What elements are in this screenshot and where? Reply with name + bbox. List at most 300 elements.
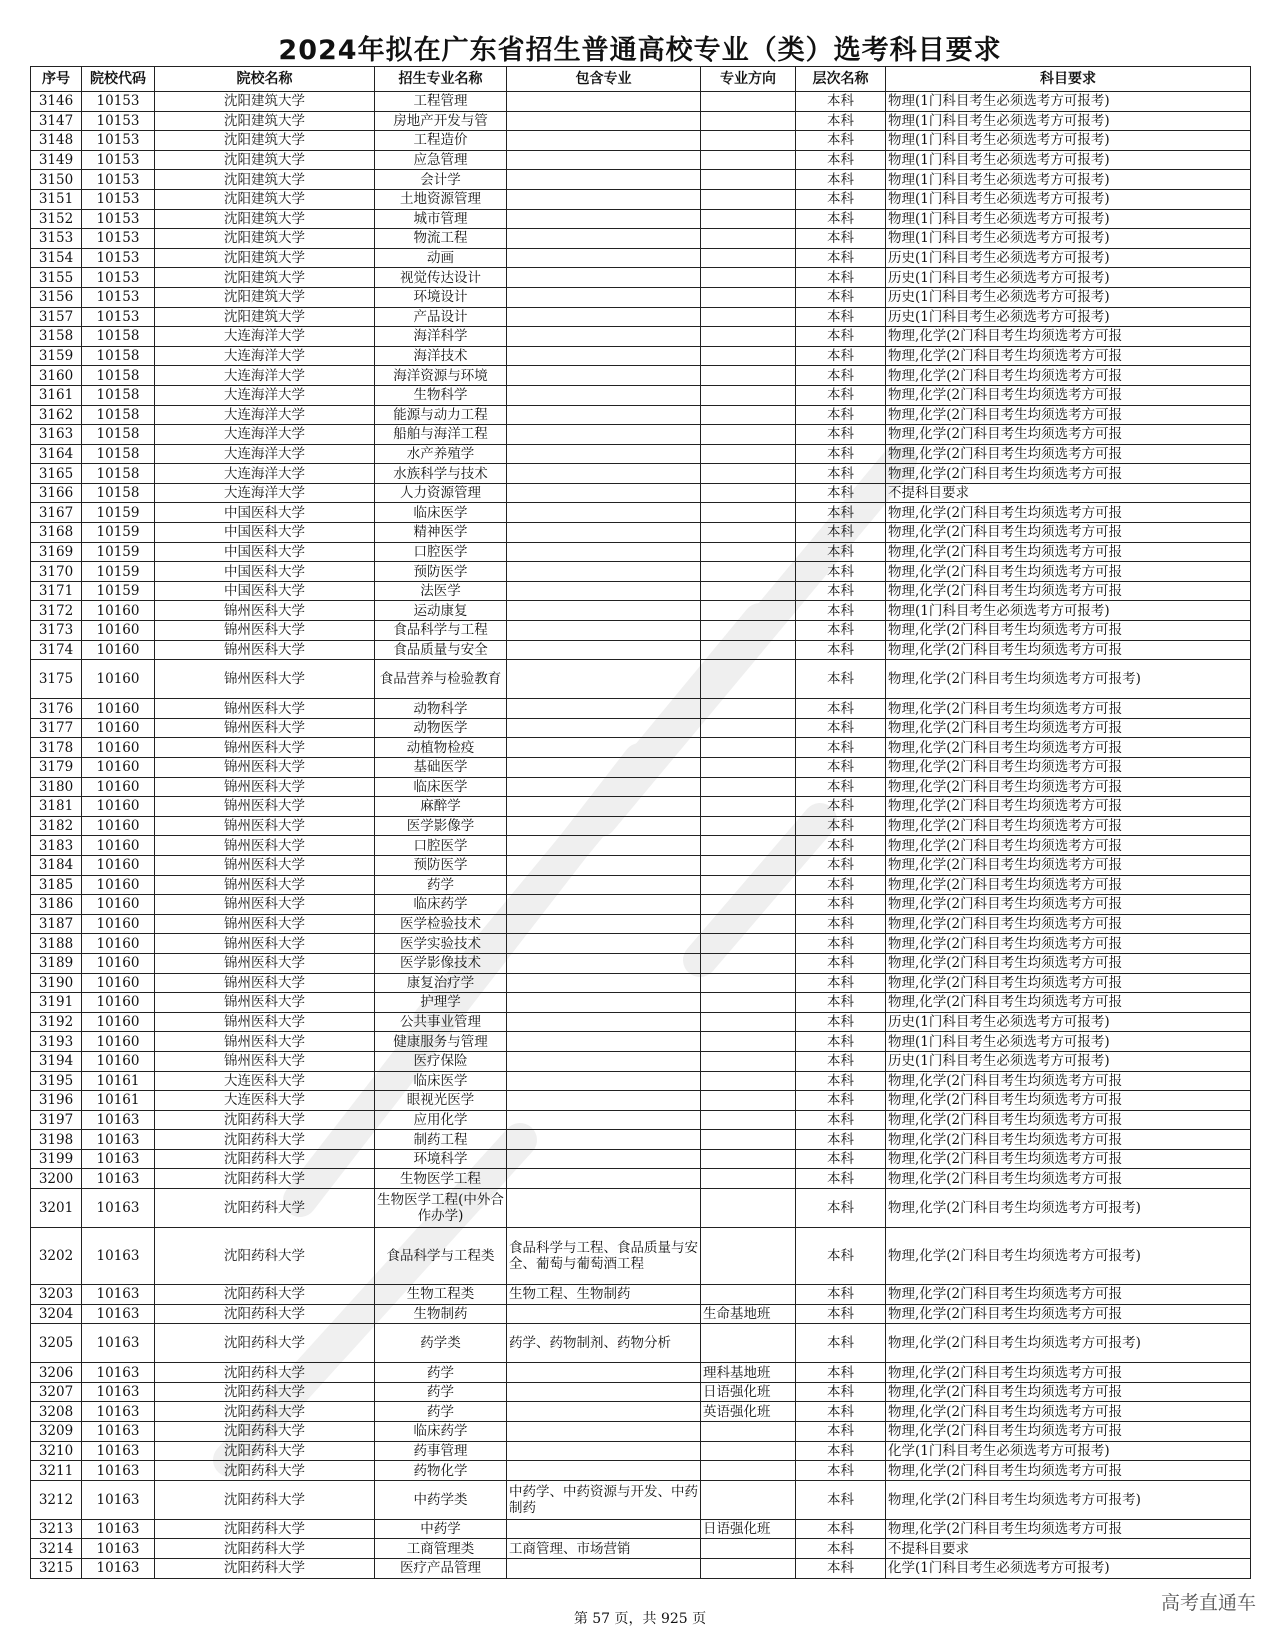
table-row <box>31 738 1251 758</box>
cell-major-name: 中药学 <box>375 1519 507 1539</box>
cell-included-majors <box>507 777 701 797</box>
cell-serial: 3153 <box>31 229 82 249</box>
table-row <box>31 444 1251 464</box>
cell-school-name: 大连海洋大学 <box>155 385 375 405</box>
cell-serial: 3172 <box>31 601 82 621</box>
cell-included-majors <box>507 405 701 425</box>
cell-school-name: 沈阳药科大学 <box>155 1539 375 1559</box>
cell-level: 本科 <box>796 1363 886 1383</box>
cell-included-majors <box>507 209 701 229</box>
table-row <box>31 1285 1251 1305</box>
cell-school-code: 10153 <box>82 268 155 288</box>
cell-major-name: 生物医学工程 <box>375 1169 507 1189</box>
cell-school-code: 10161 <box>82 1091 155 1111</box>
cell-included-majors <box>507 836 701 856</box>
cell-major-name: 口腔医学 <box>375 836 507 856</box>
cell-serial: 3149 <box>31 150 82 170</box>
cell-serial: 3155 <box>31 268 82 288</box>
cell-school-name: 沈阳药科大学 <box>155 1422 375 1442</box>
table-row <box>31 287 1251 307</box>
cell-serial: 3169 <box>31 542 82 562</box>
cell-major-name: 食品营养与检验教育 <box>375 660 507 699</box>
cell-school-name: 沈阳药科大学 <box>155 1169 375 1189</box>
cell-subject-req: 物理(1门科目考生必须选考方可报考) <box>886 92 1251 112</box>
cell-major-name: 公共事业管理 <box>375 1012 507 1032</box>
cell-direction <box>701 1071 796 1091</box>
cell-direction: 日语强化班 <box>701 1382 796 1402</box>
cell-subject-req: 物理,化学(2门科目考生均须选考方可报 <box>886 1519 1251 1539</box>
cell-major-name: 动植物检疫 <box>375 738 507 758</box>
cell-direction <box>701 1480 796 1519</box>
cell-serial: 3207 <box>31 1382 82 1402</box>
cell-subject-req: 不提科目要求 <box>886 483 1251 503</box>
cell-direction <box>701 758 796 778</box>
cell-subject-req: 物理,化学(2门科目考生均须选考方可报 <box>886 444 1251 464</box>
cell-major-name: 药物化学 <box>375 1461 507 1481</box>
cell-serial: 3204 <box>31 1304 82 1324</box>
table-row <box>31 699 1251 719</box>
cell-serial: 3208 <box>31 1402 82 1422</box>
cell-direction <box>701 855 796 875</box>
cell-direction <box>701 287 796 307</box>
cell-subject-req: 化学(1门科目考生必须选考方可报考) <box>886 1441 1251 1461</box>
cell-subject-req: 不提科目要求 <box>886 1539 1251 1559</box>
cell-school-code: 10158 <box>82 385 155 405</box>
cell-level: 本科 <box>796 993 886 1013</box>
cell-included-majors <box>507 914 701 934</box>
cell-included-majors <box>507 1012 701 1032</box>
cell-school-name: 锦州医科大学 <box>155 855 375 875</box>
cell-level: 本科 <box>796 914 886 934</box>
cell-major-name: 药学 <box>375 1402 507 1422</box>
cell-subject-req: 物理,化学(2门科目考生均须选考方可报考) <box>886 660 1251 699</box>
cell-school-name: 沈阳药科大学 <box>155 1130 375 1150</box>
cell-serial: 3154 <box>31 248 82 268</box>
cell-school-code: 10153 <box>82 189 155 209</box>
cell-school-name: 沈阳药科大学 <box>155 1519 375 1539</box>
cell-subject-req: 物理(1门科目考生必须选考方可报考) <box>886 111 1251 131</box>
cell-serial: 3147 <box>31 111 82 131</box>
cell-school-code: 10160 <box>82 1051 155 1071</box>
cell-major-name: 海洋科学 <box>375 327 507 347</box>
cell-major-name: 应用化学 <box>375 1110 507 1130</box>
cell-serial: 3205 <box>31 1324 82 1363</box>
cell-level: 本科 <box>796 189 886 209</box>
cell-school-code: 10158 <box>82 327 155 347</box>
cell-level: 本科 <box>796 1189 886 1228</box>
table-row <box>31 150 1251 170</box>
table-row <box>31 836 1251 856</box>
header-school-name: 院校名称 <box>155 67 375 92</box>
cell-school-code: 10158 <box>82 405 155 425</box>
table-row <box>31 718 1251 738</box>
cell-school-code: 10159 <box>82 523 155 543</box>
cell-school-code: 10163 <box>82 1461 155 1481</box>
cell-included-majors <box>507 131 701 151</box>
table-row <box>31 170 1251 190</box>
cell-level: 本科 <box>796 660 886 699</box>
cell-level: 本科 <box>796 1149 886 1169</box>
cell-level: 本科 <box>796 170 886 190</box>
cell-major-name: 医疗产品管理 <box>375 1559 507 1579</box>
cell-included-majors <box>507 718 701 738</box>
cell-direction <box>701 1110 796 1130</box>
cell-serial: 3157 <box>31 307 82 327</box>
cell-major-name: 临床医学 <box>375 777 507 797</box>
cell-subject-req: 物理,化学(2门科目考生均须选考方可报 <box>886 425 1251 445</box>
cell-level: 本科 <box>796 621 886 641</box>
cell-direction: 生命基地班 <box>701 1304 796 1324</box>
table-row <box>31 562 1251 582</box>
cell-school-name: 沈阳药科大学 <box>155 1480 375 1519</box>
cell-included-majors <box>507 1363 701 1383</box>
cell-included-majors <box>507 601 701 621</box>
cell-included-majors <box>507 738 701 758</box>
cell-school-code: 10160 <box>82 660 155 699</box>
cell-serial: 3188 <box>31 934 82 954</box>
cell-direction <box>701 1149 796 1169</box>
cell-serial: 3178 <box>31 738 82 758</box>
cell-major-name: 医疗保险 <box>375 1051 507 1071</box>
cell-major-name: 应急管理 <box>375 150 507 170</box>
cell-school-name: 锦州医科大学 <box>155 993 375 1013</box>
cell-included-majors <box>507 287 701 307</box>
cell-serial: 3184 <box>31 855 82 875</box>
cell-school-name: 沈阳药科大学 <box>155 1402 375 1422</box>
cell-major-name: 精神医学 <box>375 523 507 543</box>
cell-included-majors <box>507 1441 701 1461</box>
cell-school-code: 10160 <box>82 934 155 954</box>
cell-major-name: 法医学 <box>375 581 507 601</box>
cell-school-name: 锦州医科大学 <box>155 660 375 699</box>
page-title: 2024年拟在广东省招生普通高校专业（类）选考科目要求 <box>278 35 1002 66</box>
table-row <box>31 875 1251 895</box>
cell-serial: 3167 <box>31 503 82 523</box>
cell-major-name: 麻醉学 <box>375 797 507 817</box>
cell-school-code: 10153 <box>82 92 155 112</box>
cell-subject-req: 历史(1门科目考生必须选考方可报考) <box>886 1051 1251 1071</box>
cell-subject-req: 物理(1门科目考生必须选考方可报考) <box>886 1032 1251 1052</box>
cell-school-name: 中国医科大学 <box>155 503 375 523</box>
cell-school-code: 10160 <box>82 816 155 836</box>
cell-subject-req: 物理,化学(2门科目考生均须选考方可报 <box>886 895 1251 915</box>
cell-direction <box>701 170 796 190</box>
cell-included-majors <box>507 758 701 778</box>
cell-major-name: 医学实验技术 <box>375 934 507 954</box>
cell-subject-req: 物理,化学(2门科目考生均须选考方可报 <box>886 1422 1251 1442</box>
cell-level: 本科 <box>796 503 886 523</box>
cell-subject-req: 物理,化学(2门科目考生均须选考方可报考) <box>886 1228 1251 1285</box>
cell-serial: 3171 <box>31 581 82 601</box>
cell-school-code: 10153 <box>82 131 155 151</box>
cell-major-name: 动物医学 <box>375 718 507 738</box>
table-row <box>31 229 1251 249</box>
cell-serial: 3192 <box>31 1012 82 1032</box>
cell-included-majors <box>507 1461 701 1481</box>
cell-level: 本科 <box>796 229 886 249</box>
cell-direction <box>701 1169 796 1189</box>
cell-school-code: 10160 <box>82 601 155 621</box>
cell-major-name: 药事管理 <box>375 1441 507 1461</box>
cell-serial: 3209 <box>31 1422 82 1442</box>
cell-school-name: 大连海洋大学 <box>155 444 375 464</box>
cell-school-name: 沈阳建筑大学 <box>155 287 375 307</box>
cell-school-name: 沈阳建筑大学 <box>155 150 375 170</box>
cell-subject-req: 历史(1门科目考生必须选考方可报考) <box>886 268 1251 288</box>
cell-major-name: 视觉传达设计 <box>375 268 507 288</box>
cell-direction <box>701 953 796 973</box>
cell-major-name: 船舶与海洋工程 <box>375 425 507 445</box>
cell-level: 本科 <box>796 1169 886 1189</box>
cell-direction <box>701 464 796 484</box>
cell-level: 本科 <box>796 777 886 797</box>
table-row <box>31 895 1251 915</box>
cell-serial: 3183 <box>31 836 82 856</box>
cell-serial: 3199 <box>31 1149 82 1169</box>
cell-serial: 3158 <box>31 327 82 347</box>
cell-subject-req: 物理,化学(2门科目考生均须选考方可报 <box>886 1091 1251 1111</box>
cell-school-code: 10159 <box>82 542 155 562</box>
cell-major-name: 预防医学 <box>375 855 507 875</box>
cell-subject-req: 物理,化学(2门科目考生均须选考方可报 <box>886 542 1251 562</box>
cell-school-name: 大连海洋大学 <box>155 464 375 484</box>
cell-direction <box>701 797 796 817</box>
table-row <box>31 268 1251 288</box>
cell-subject-req: 物理,化学(2门科目考生均须选考方可报 <box>886 1402 1251 1422</box>
cell-major-name: 药学 <box>375 1382 507 1402</box>
cell-subject-req: 物理,化学(2门科目考生均须选考方可报 <box>886 581 1251 601</box>
table-row <box>31 1382 1251 1402</box>
cell-included-majors <box>507 660 701 699</box>
cell-level: 本科 <box>796 268 886 288</box>
cell-level: 本科 <box>796 209 886 229</box>
cell-school-name: 大连海洋大学 <box>155 405 375 425</box>
cell-level: 本科 <box>796 699 886 719</box>
cell-direction <box>701 1461 796 1481</box>
cell-serial: 3215 <box>31 1559 82 1579</box>
cell-school-name: 沈阳建筑大学 <box>155 209 375 229</box>
cell-level: 本科 <box>796 464 886 484</box>
cell-major-name: 中药学类 <box>375 1480 507 1519</box>
cell-school-name: 锦州医科大学 <box>155 836 375 856</box>
table-row <box>31 1441 1251 1461</box>
cell-school-name: 大连海洋大学 <box>155 483 375 503</box>
cell-level: 本科 <box>796 1539 886 1559</box>
cell-included-majors <box>507 385 701 405</box>
cell-serial: 3152 <box>31 209 82 229</box>
cell-school-code: 10163 <box>82 1539 155 1559</box>
cell-direction <box>701 1091 796 1111</box>
cell-serial: 3180 <box>31 777 82 797</box>
cell-direction <box>701 777 796 797</box>
cell-major-name: 药学 <box>375 1363 507 1383</box>
cell-direction <box>701 542 796 562</box>
table-body <box>31 92 1251 1579</box>
cell-school-code: 10163 <box>82 1285 155 1305</box>
cell-serial: 3181 <box>31 797 82 817</box>
cell-school-code: 10153 <box>82 150 155 170</box>
cell-subject-req: 物理,化学(2门科目考生均须选考方可报 <box>886 993 1251 1013</box>
cell-level: 本科 <box>796 1091 886 1111</box>
cell-level: 本科 <box>796 307 886 327</box>
cell-subject-req: 物理,化学(2门科目考生均须选考方可报 <box>886 699 1251 719</box>
cell-major-name: 临床医学 <box>375 503 507 523</box>
cell-school-code: 10163 <box>82 1480 155 1519</box>
cell-direction <box>701 875 796 895</box>
cell-included-majors <box>507 1382 701 1402</box>
cell-major-name: 医学影像学 <box>375 816 507 836</box>
cell-school-name: 沈阳药科大学 <box>155 1382 375 1402</box>
cell-direction <box>701 1012 796 1032</box>
cell-level: 本科 <box>796 1304 886 1324</box>
cell-included-majors <box>507 1189 701 1228</box>
cell-school-code: 10153 <box>82 248 155 268</box>
cell-major-name: 动画 <box>375 248 507 268</box>
cell-level: 本科 <box>796 797 886 817</box>
cell-serial: 3211 <box>31 1461 82 1481</box>
cell-school-name: 沈阳建筑大学 <box>155 229 375 249</box>
cell-school-name: 中国医科大学 <box>155 581 375 601</box>
cell-serial: 3150 <box>31 170 82 190</box>
cell-serial: 3166 <box>31 483 82 503</box>
cell-included-majors <box>507 189 701 209</box>
cell-school-name: 锦州医科大学 <box>155 718 375 738</box>
cell-serial: 3202 <box>31 1228 82 1285</box>
cell-included-majors: 药学、药物制剂、药物分析 <box>507 1324 701 1363</box>
cell-included-majors <box>507 993 701 1013</box>
cell-subject-req: 物理,化学(2门科目考生均须选考方可报 <box>886 1071 1251 1091</box>
cell-school-code: 10160 <box>82 953 155 973</box>
cell-major-name: 食品科学与工程类 <box>375 1228 507 1285</box>
table-row <box>31 1402 1251 1422</box>
cell-major-name: 工程管理 <box>375 92 507 112</box>
table-row <box>31 1091 1251 1111</box>
cell-direction <box>701 562 796 582</box>
header-major-name: 招生专业名称 <box>375 67 507 92</box>
cell-school-code: 10159 <box>82 581 155 601</box>
cell-school-code: 10160 <box>82 973 155 993</box>
cell-major-name: 眼视光医学 <box>375 1091 507 1111</box>
cell-direction <box>701 1559 796 1579</box>
table-row <box>31 1480 1251 1519</box>
cell-included-majors <box>507 797 701 817</box>
cell-major-name: 口腔医学 <box>375 542 507 562</box>
cell-subject-req: 物理,化学(2门科目考生均须选考方可报 <box>886 718 1251 738</box>
cell-direction <box>701 718 796 738</box>
table-row <box>31 973 1251 993</box>
table-row <box>31 621 1251 641</box>
cell-included-majors <box>507 1130 701 1150</box>
cell-school-code: 10153 <box>82 209 155 229</box>
cell-school-code: 10163 <box>82 1110 155 1130</box>
cell-direction <box>701 914 796 934</box>
cell-direction: 英语强化班 <box>701 1402 796 1422</box>
cell-subject-req: 物理,化学(2门科目考生均须选考方可报考) <box>886 1189 1251 1228</box>
cell-subject-req: 物理,化学(2门科目考生均须选考方可报 <box>886 777 1251 797</box>
cell-direction <box>701 993 796 1013</box>
cell-serial: 3190 <box>31 973 82 993</box>
cell-serial: 3165 <box>31 464 82 484</box>
cell-included-majors <box>507 1519 701 1539</box>
cell-school-name: 锦州医科大学 <box>155 1051 375 1071</box>
cell-school-name: 锦州医科大学 <box>155 816 375 836</box>
cell-direction <box>701 503 796 523</box>
cell-school-name: 沈阳建筑大学 <box>155 131 375 151</box>
cell-serial: 3170 <box>31 562 82 582</box>
cell-subject-req: 历史(1门科目考生必须选考方可报考) <box>886 1012 1251 1032</box>
cell-school-code: 10163 <box>82 1228 155 1285</box>
cell-included-majors <box>507 92 701 112</box>
cell-serial: 3174 <box>31 640 82 660</box>
cell-school-code: 10163 <box>82 1304 155 1324</box>
table-row <box>31 1149 1251 1169</box>
cell-school-name: 沈阳建筑大学 <box>155 111 375 131</box>
cell-included-majors <box>507 895 701 915</box>
cell-direction <box>701 209 796 229</box>
cell-subject-req: 物理,化学(2门科目考生均须选考方可报 <box>886 914 1251 934</box>
cell-school-name: 沈阳建筑大学 <box>155 170 375 190</box>
cell-subject-req: 物理,化学(2门科目考生均须选考方可报 <box>886 327 1251 347</box>
cell-direction <box>701 444 796 464</box>
table-row <box>31 953 1251 973</box>
cell-direction <box>701 1189 796 1228</box>
cell-major-name: 海洋技术 <box>375 346 507 366</box>
cell-subject-req: 物理,化学(2门科目考生均须选考方可报 <box>886 797 1251 817</box>
table-row <box>31 307 1251 327</box>
cell-included-majors <box>507 150 701 170</box>
cell-subject-req: 物理,化学(2门科目考生均须选考方可报 <box>886 640 1251 660</box>
cell-school-code: 10160 <box>82 1012 155 1032</box>
cell-direction <box>701 405 796 425</box>
table-row <box>31 1422 1251 1442</box>
cell-level: 本科 <box>796 1071 886 1091</box>
cell-included-majors <box>507 1559 701 1579</box>
table-row <box>31 189 1251 209</box>
cell-school-code: 10163 <box>82 1559 155 1579</box>
cell-school-name: 锦州医科大学 <box>155 934 375 954</box>
cell-serial: 3156 <box>31 287 82 307</box>
cell-major-name: 药学类 <box>375 1324 507 1363</box>
cell-major-name: 生物医学工程(中外合作办学) <box>375 1189 507 1228</box>
cell-included-majors <box>507 346 701 366</box>
cell-serial: 3186 <box>31 895 82 915</box>
cell-major-name: 土地资源管理 <box>375 189 507 209</box>
cell-included-majors <box>507 444 701 464</box>
table-row <box>31 1539 1251 1559</box>
cell-school-code: 10163 <box>82 1149 155 1169</box>
cell-subject-req: 物理,化学(2门科目考生均须选考方可报 <box>886 1461 1251 1481</box>
cell-school-code: 10159 <box>82 503 155 523</box>
cell-school-name: 沈阳药科大学 <box>155 1363 375 1383</box>
cell-school-name: 沈阳药科大学 <box>155 1189 375 1228</box>
cell-serial: 3196 <box>31 1091 82 1111</box>
cell-school-name: 锦州医科大学 <box>155 875 375 895</box>
table-row <box>31 464 1251 484</box>
cell-school-code: 10153 <box>82 287 155 307</box>
cell-major-name: 临床药学 <box>375 895 507 915</box>
cell-school-code: 10160 <box>82 836 155 856</box>
page-footer: 第 57 页，共 925 页 <box>573 1611 707 1627</box>
cell-major-name: 生物制药 <box>375 1304 507 1324</box>
cell-school-name: 中国医科大学 <box>155 542 375 562</box>
cell-direction <box>701 327 796 347</box>
cell-school-code: 10163 <box>82 1402 155 1422</box>
cell-direction <box>701 816 796 836</box>
cell-direction <box>701 601 796 621</box>
cell-subject-req: 物理,化学(2门科目考生均须选考方可报 <box>886 562 1251 582</box>
cell-included-majors <box>507 366 701 386</box>
cell-subject-req: 物理,化学(2门科目考生均须选考方可报 <box>886 1304 1251 1324</box>
